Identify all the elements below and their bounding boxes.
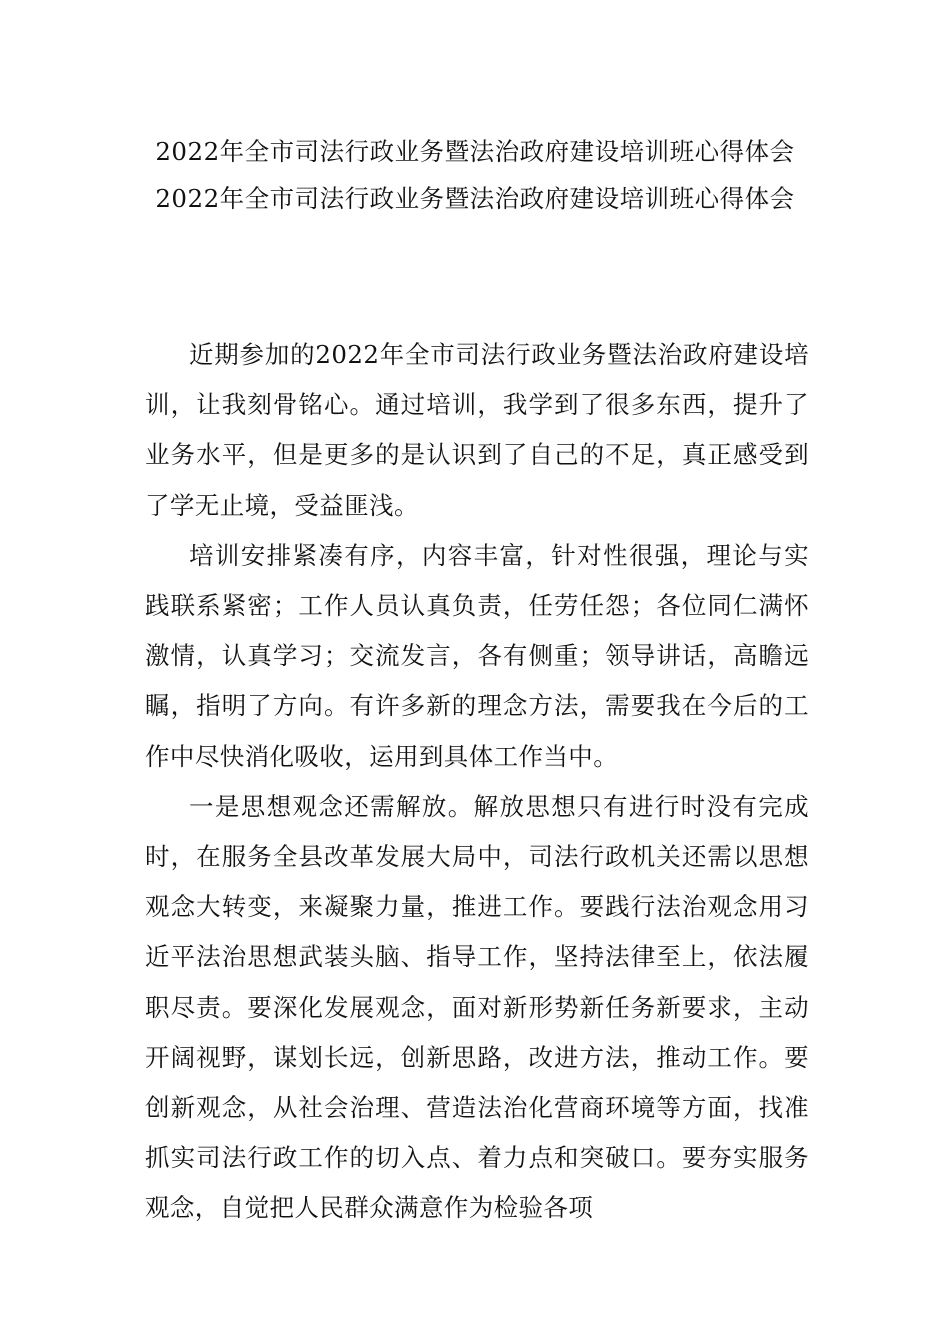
paragraph-2: 培训安排紧凑有序，内容丰富，针对性很强，理论与实践联系紧密；工作人员认真负责，任劳任怨；各位同仁满怀激情，认真学习；交流发言，各有侧重；领导讲话，高瞻远瞩，指明了方向。有许多新的理念方法，需要我在今后的工作中尽快消化吸收，运用到具体工作当中。 — [145, 540, 809, 771]
title-line-1: 2022年全市司法行政业务暨法治政府建设培训班心得体会 — [155, 137, 795, 166]
paragraph-3: 一是思想观念还需解放。解放思想只有进行时没有完成时，在服务全县改革发展大局中，司法行政机关还需以思想观念大转变，来凝聚力量，推进工作。要践行法治观念用习近平法治思想武装头脑、指导工作，坚持法律至上，依法履职尽责。要深化发展观念，面对新形势新任务新要求，主动开阔视野，谋划长远，创新思路，改进方法，推动工作。要创新观念，从社会治理、营造法治化营商环境等方面，找准抓实司法行政工作的切入点、着力点和突破口。要夯实服务观念，自觉把人民群众满意作为检验各项 — [145, 791, 809, 1223]
paragraph-1: 近期参加的2022年全市司法行政业务暨法治政府建设培训，让我刻骨铭心。通过培训，我学到了很多东西，提升了业务水平，但是更多的是认识到了自己的不足，真正感受到了学无止境，受益匪浅。 — [145, 340, 809, 520]
document-title — [0, 128, 950, 222]
document-body — [145, 330, 809, 1234]
title-line-2: 2022年全市司法行政业务暨法治政府建设培训班心得体会 — [155, 184, 795, 213]
